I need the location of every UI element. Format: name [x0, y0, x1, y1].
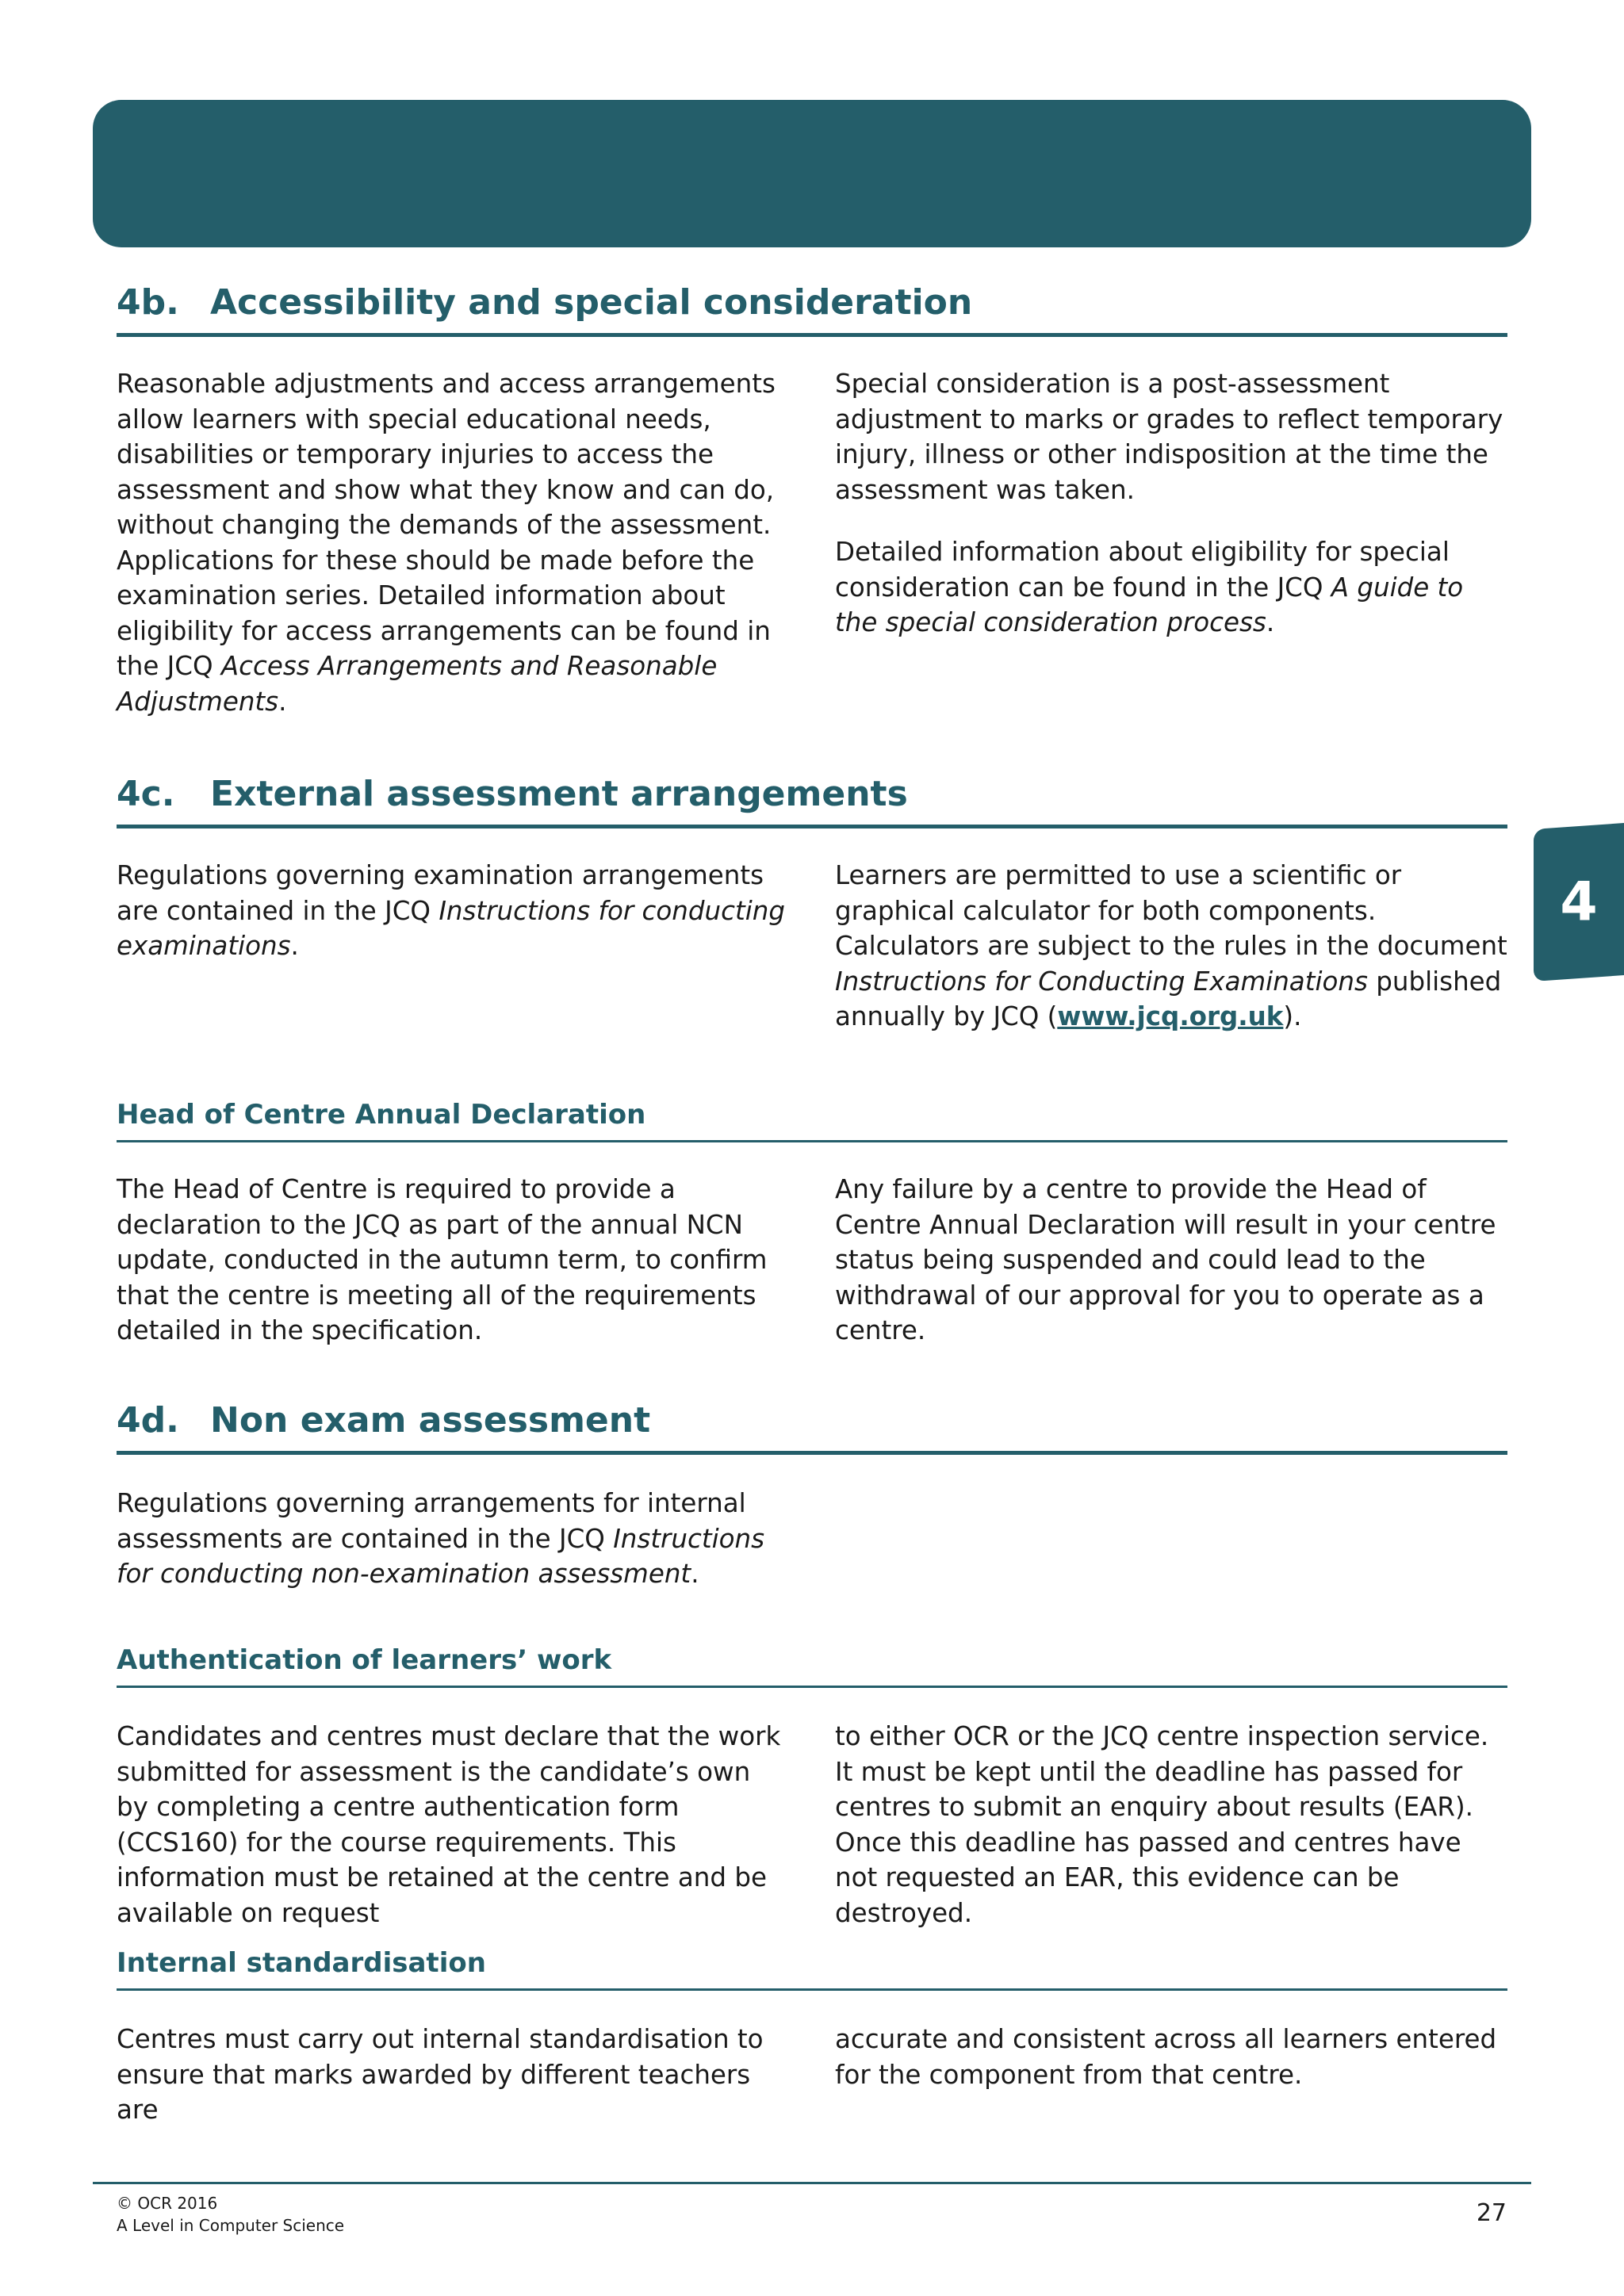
paragraph: Candidates and centres must declare that the work submitted for assessment is the candidate’s own by completing a centre authentication form (CCS160) for the course requirements. This information must be retained at the centre and be available on request [117, 1721, 781, 1928]
paragraph [117, 858, 789, 964]
jcq-link[interactable]: www.jcq.org.uk [1057, 1001, 1284, 1031]
authentication-left [117, 1719, 789, 1957]
heading-standardisation: Internal standardisation [117, 1944, 1507, 1991]
section-4c-left [117, 858, 789, 991]
paragraph [835, 858, 1507, 1035]
footer-info [117, 2192, 344, 2237]
page-number: 27 [1476, 2199, 1507, 2227]
section-4d-left [117, 1486, 789, 1619]
text: Regulations governing examination arrangements are contained in the JCQ [117, 860, 764, 926]
heading-4b [117, 279, 1507, 337]
section-tab-label: 4 [1560, 871, 1598, 934]
paragraph: The Head of Centre is required to provide a declaration to the JCQ as part of the annual NCN update, conducted in the autumn term, to confirm that the centre is meeting all of the requirements detailed in the specification. [117, 1174, 768, 1345]
text: . [1266, 607, 1275, 637]
text: Reasonable adjustments and access arrangements allow learners with special educational needs, disabilities or temporary injuries to access the assessment and show what they know and can do, without changing the demands of the assessment. Applications for these should be made before the examination series. Detailed information about eligibility for access arrangements can be found in the JCQ [117, 369, 776, 681]
paragraph [117, 1486, 789, 1592]
section-4b-left [117, 366, 789, 746]
footer-divider [93, 2182, 1531, 2184]
standardisation-right [835, 2022, 1507, 2119]
text: published annually by JCQ ( [835, 966, 1502, 1031]
text: . [290, 931, 299, 961]
heading-4d-number: 4d. [117, 1400, 179, 1441]
copyright: © OCR 2016 [117, 2194, 218, 2213]
heading-authentication: Authentication of learners’ work [117, 1641, 1507, 1688]
heading-4c [117, 771, 1507, 828]
heading-4c-title: External assessment arrangements [210, 774, 908, 814]
paragraph [835, 534, 1507, 641]
text: ). [1283, 1001, 1302, 1031]
document-title: Access Arrangements and Reasonable Adjustments [117, 651, 718, 717]
header-banner [93, 100, 1531, 247]
heading-4b-title: Accessibility and special consideration [210, 282, 973, 323]
paragraph: Special consideration is a post-assessment adjustment to marks or grades to reflect temporary injury, illness or other indisposition at the time the assessment was taken. [835, 369, 1503, 505]
text: Learners are permitted to use a scientific or graphical calculator for both components. Calculators are subject to the rules in the document [835, 860, 1507, 961]
heading-4d [117, 1397, 1507, 1455]
standardisation-left [117, 2022, 789, 2155]
document-title: Instructions for conducting non-examination assessment [117, 1523, 765, 1589]
document-title: Instructions for conducting examinations [117, 895, 785, 961]
heading-4b-number: 4b. [117, 282, 179, 323]
head-of-centre-left [117, 1172, 789, 1376]
paragraph: accurate and consistent across all learners entered for the component from that centre. [835, 2024, 1497, 2090]
paragraph [117, 366, 789, 719]
qualification-name: A Level in Computer Science [117, 2216, 345, 2235]
heading-4d-title: Non exam assessment [210, 1400, 651, 1441]
heading-head-of-centre: Head of Centre Annual Declaration [117, 1096, 1507, 1142]
document-title: A guide to the special consideration process [835, 572, 1464, 637]
heading-4c-number: 4c. [117, 774, 175, 814]
section-4c-right [835, 858, 1507, 1062]
text: . [691, 1559, 699, 1589]
paragraph: Any failure by a centre to provide the Head of Centre Annual Declaration will result in your centre status being suspended and could lead to the withdrawal of our approval for you to operate as a centre. [835, 1174, 1496, 1345]
section-4b-right [835, 366, 1507, 668]
text: Regulations governing arrangements for internal assessments are contained in the JCQ [117, 1488, 746, 1554]
text: Detailed information about eligibility for special consideration can be found in the JCQ [835, 537, 1450, 603]
text: . [278, 686, 287, 717]
authentication-right [835, 1719, 1507, 1957]
section-tab[interactable] [1534, 823, 1624, 982]
paragraph: to either OCR or the JCQ centre inspection service. It must be kept until the deadline has passed for centres to submit an enquiry about results (EAR). Once this deadline has passed and centres have not requested an EAR, this evidence can be destroyed. [835, 1721, 1489, 1928]
document-title: Instructions for Conducting Examinations [835, 966, 1368, 997]
head-of-centre-right [835, 1172, 1507, 1376]
paragraph: Centres must carry out internal standardisation to ensure that marks awarded by different teachers are [117, 2024, 764, 2125]
